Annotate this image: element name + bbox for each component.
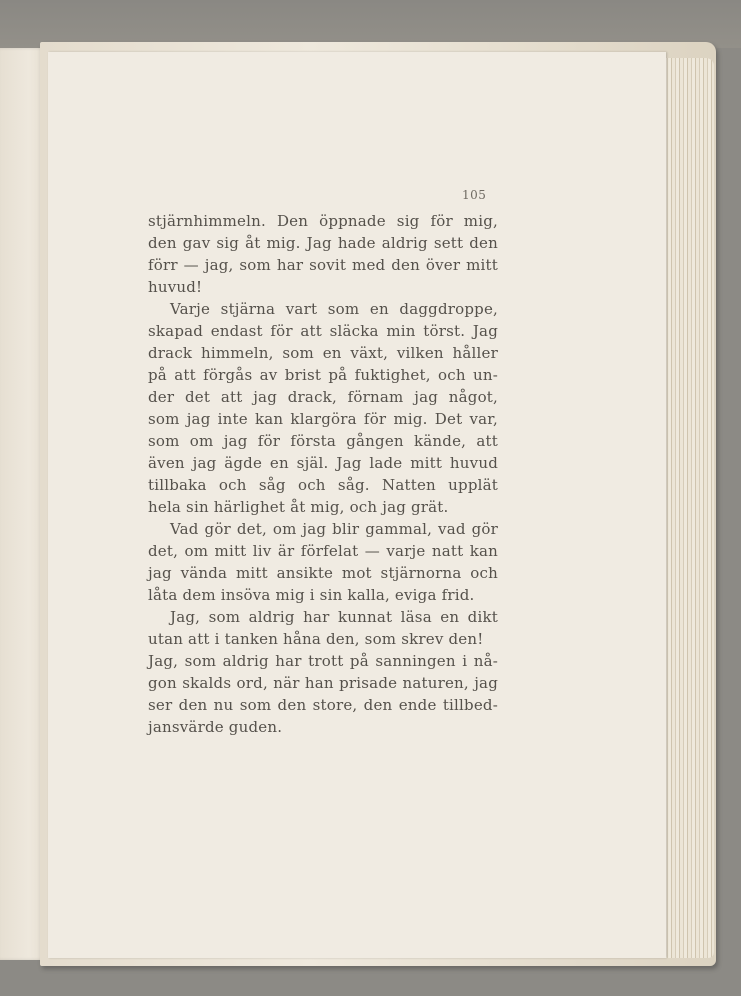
page-number: 105 — [462, 188, 487, 202]
body-text — [148, 210, 498, 738]
text-line: den gav sig åt mig. Jag hade aldrig sett den — [148, 234, 498, 252]
text-line: Varje stjärna vart som en daggdroppe, — [170, 300, 498, 318]
text-line: som om jag för första gången kände, att — [148, 432, 498, 450]
text-line: Jag, som aldrig har kunnat läsa en dikt — [170, 608, 498, 626]
text-line: förr — jag, som har sovit med den över mitt — [148, 256, 498, 274]
text-line: på att förgås av brist på fuktighet, och un- — [148, 366, 498, 384]
text-line: huvud! — [148, 278, 203, 296]
text-line: Vad gör det, om jag blir gammal, vad gör — [170, 520, 498, 538]
text-line: som jag inte kan klargöra för mig. Det var, — [148, 410, 498, 428]
text-line: det, om mitt liv är förfelat — varje natt kan — [148, 542, 498, 560]
text-line: även jag ägde en själ. Jag lade mitt huvud — [148, 454, 498, 472]
text-line: tillbaka och såg och såg. Natten upplät — [148, 476, 498, 494]
text-line: hela sin härlighet åt mig, och jag grät. — [148, 498, 449, 516]
text-line: ser den nu som den store, den ende tillbed- — [148, 696, 498, 714]
text-line: der det att jag drack, förnam jag något, — [148, 388, 498, 406]
text-line: utan att i tanken håna den, som skrev den! — [148, 630, 484, 648]
text-line: skapad endast för att släcka min törst. Jag — [148, 322, 498, 340]
text-line: stjärnhimmeln. Den öppnade sig för mig, — [148, 212, 498, 230]
text-line: gon skalds ord, när han prisade naturen, jag — [148, 674, 498, 692]
page-edges — [664, 58, 714, 958]
text-line: jag vända mitt ansikte mot stjärnorna och — [148, 564, 498, 582]
text-line: jansvärde guden. — [148, 718, 283, 736]
scanner-background — [0, 0, 741, 48]
text-line: drack himmeln, som en växt, vilken håller — [148, 344, 498, 362]
text-line: låta dem insöva mig i sin kalla, eviga frid. — [148, 586, 475, 604]
text-line: Jag, som aldrig har trott på sanningen i nå- — [148, 652, 498, 670]
